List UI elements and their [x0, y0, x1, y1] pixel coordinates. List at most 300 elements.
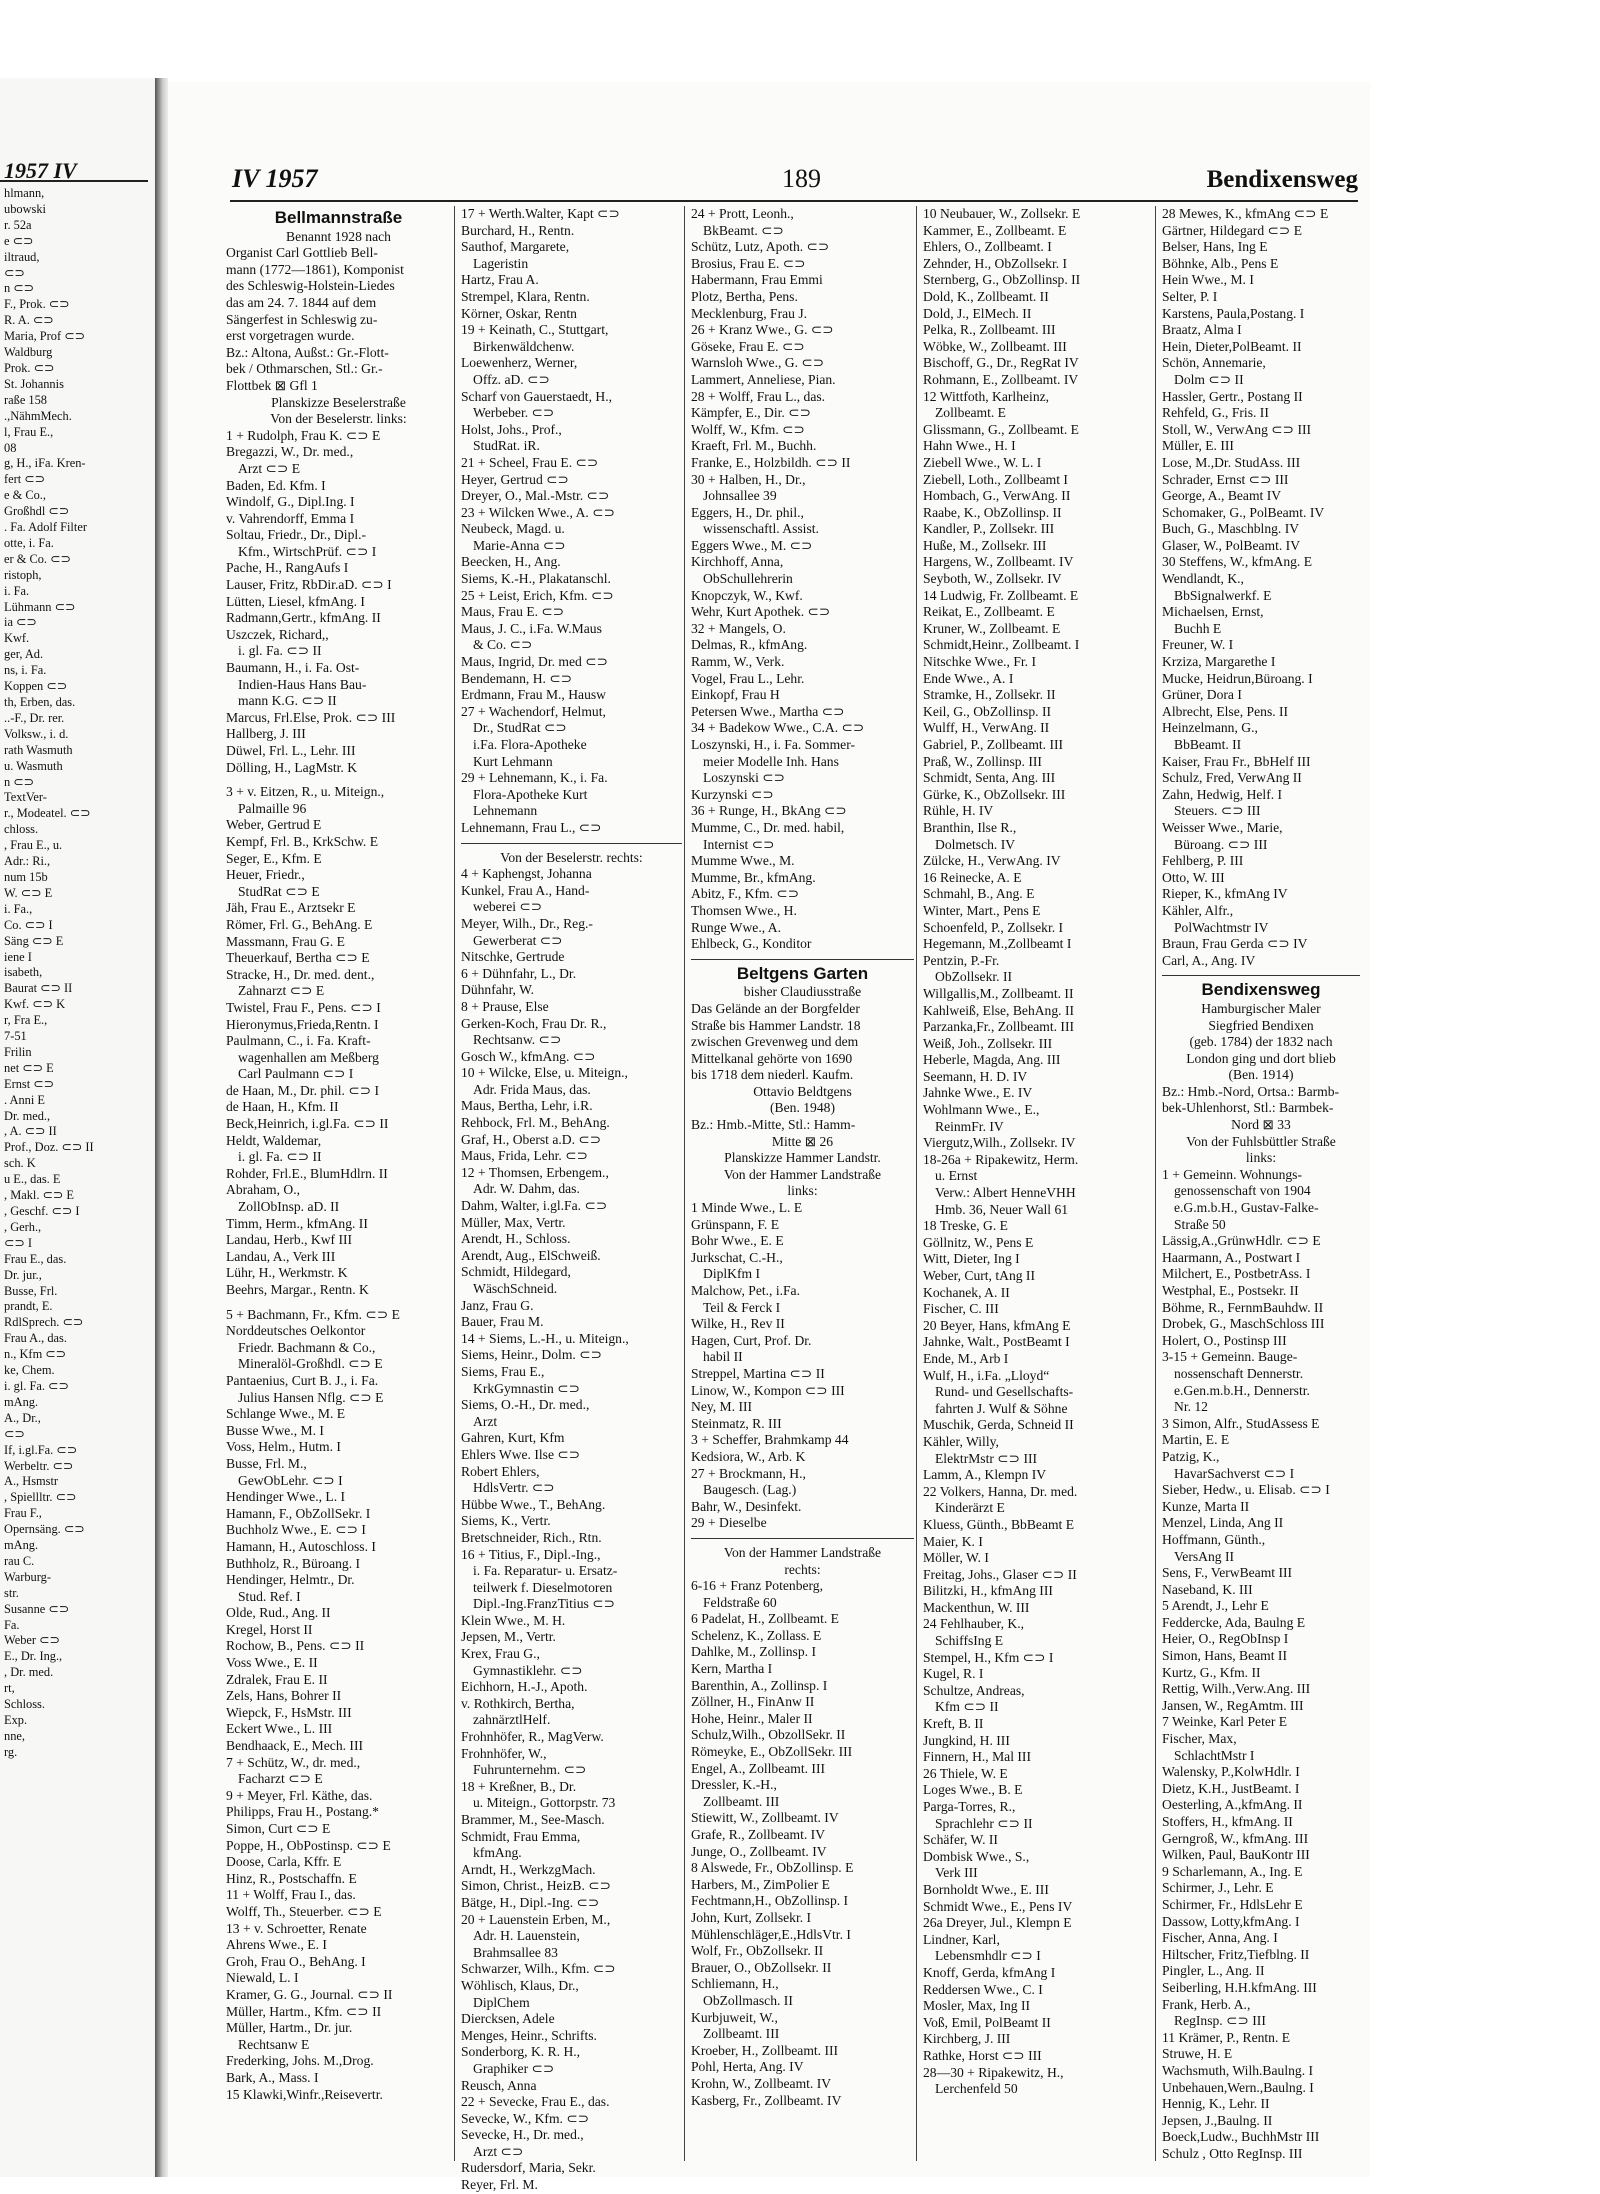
directory-entry: Schulz, Fred, VerwAng II	[1162, 770, 1302, 786]
directory-entry: Büroang. ⊂⊃ III	[1174, 836, 1268, 852]
directory-entry: Maus, J. C., i.Fa. W.Maus	[461, 620, 602, 636]
directory-entry: VersAng II	[1174, 1548, 1235, 1564]
previous-page-line: Volksw., i. d.	[4, 726, 69, 741]
directory-entry: Parzanka,Fr., Zollbeamt. III	[923, 1019, 1074, 1035]
previous-page-line: ns, i. Fa.	[4, 663, 47, 678]
directory-entry: 26a Dreyer, Jul., Klempn E	[923, 1915, 1072, 1931]
directory-entry: Bark, A., Mass. I	[226, 2069, 319, 2085]
previous-page-line: Frau A., das.	[4, 1331, 67, 1346]
directory-entry: Zehnder, H., ObZollsekr. I	[923, 255, 1068, 271]
directory-entry: DiplKfm I	[703, 1266, 761, 1282]
directory-entry: Siems, K.-H., Plakatanschl.	[461, 571, 611, 587]
directory-entry: Schlange Wwe., M. E	[226, 1406, 346, 1422]
directory-entry: Voss Wwe., E. II	[226, 1655, 318, 1671]
previous-page-line: ⊂⊃ I	[4, 1235, 32, 1250]
street-heading: Bellmannstraße	[274, 208, 403, 227]
directory-entry: Böhnke, Alb., Pens E	[1162, 255, 1279, 271]
directory-entry: Junge, O., Zollbeamt. IV	[691, 1843, 827, 1859]
directory-entry: Wehr, Kurt Apothek. ⊂⊃	[691, 604, 831, 620]
directory-entry: Heyer, Gertrud ⊂⊃	[461, 471, 569, 487]
previous-page-line: Frilin	[4, 1044, 32, 1059]
directory-entry: 8 + Prause, Else	[461, 998, 549, 1014]
directory-entry: Frohnhöfer, R., MagVerw.	[461, 1729, 604, 1745]
directory-entry: Eggers, H., Dr. phil.,	[691, 504, 804, 520]
directory-entry: Gewerberat ⊂⊃	[473, 932, 563, 948]
previous-page-line: Susanne ⊂⊃	[4, 1601, 70, 1616]
directory-entry: Organist Carl Gottlieb Bell-	[226, 245, 378, 261]
directory-entry: Bendhaack, E., Mech. III	[226, 1738, 364, 1754]
directory-entry: Beecken, H., Ang.	[461, 554, 561, 570]
directory-entry: Graphiker ⊂⊃	[473, 2060, 555, 2076]
directory-entry: Mumme, C., Dr. med. habil,	[691, 819, 845, 835]
directory-entry: Pache, H., RangAufs I	[226, 560, 349, 576]
directory-entry: Haarmann, A., Postwart I	[1162, 1249, 1301, 1265]
directory-entry: Paulmann, C., i. Fa. Kraft-	[226, 1033, 371, 1049]
directory-entry: Burchard, H., Rentn.	[461, 222, 575, 238]
directory-entry: Adr. H. Lauenstein,	[473, 1928, 580, 1944]
directory-entry: Schirmer, J., Lehr. E	[1162, 1880, 1274, 1896]
previous-page-line: isabeth,	[4, 965, 43, 980]
directory-entry: Wohlmann Wwe., E.,	[923, 1102, 1040, 1118]
directory-entry: KrkGymnastin ⊂⊃	[473, 1380, 580, 1396]
previous-page-line: , Frau E., u.	[4, 838, 63, 853]
directory-entry: Kruner, W., Zollbeamt. E	[923, 620, 1061, 636]
directory-entry: Boeck,Ludw., BuchhMstr III	[1162, 2129, 1320, 2145]
directory-entry: Busse Wwe., M. I	[226, 1422, 324, 1438]
previous-page-line: e & Co.,	[4, 488, 46, 503]
previous-page-line: ke, Chem.	[4, 1363, 55, 1378]
directory-entry: Runge Wwe., A.	[691, 919, 781, 935]
directory-entry: 13 + v. Schroetter, Renate	[226, 1920, 367, 1936]
directory-entry: Müller, Max, Vertr.	[461, 1214, 566, 1230]
section-note: (Ben. 1948)	[770, 1100, 835, 1116]
directory-entry: Rathke, Horst ⊂⊃ III	[923, 2047, 1042, 2063]
directory-entry: Mittelkanal gehörte von 1690	[691, 1050, 853, 1066]
directory-entry: Seyboth, W., Zollsekr. IV	[923, 571, 1062, 587]
directory-entry: Karstens, Paula,Postang. I	[1162, 305, 1305, 321]
directory-entry: Wulf, H., i.Fa. „Lloyd“	[923, 1367, 1050, 1383]
directory-entry: Flottbek ⊠ Gfl 1	[226, 377, 318, 393]
directory-entry: Johnsallee 39	[703, 488, 777, 504]
directory-entry: Dietz, K.H., JustBeamt. I	[1162, 1780, 1300, 1796]
directory-entry: Glaser, W., PolBeamt. IV	[1162, 537, 1301, 553]
directory-entry: Kahlweiß, Else, BehAng. II	[923, 1002, 1075, 1018]
previous-page-line: mAng.	[4, 1394, 39, 1409]
directory-entry: Sternberg, G., ObZollinsp. II	[923, 272, 1081, 288]
directory-entry: 28 + Wolff, Frau L., das.	[691, 388, 826, 404]
directory-entry: Wöbke, W., Zollbeamt. III	[923, 338, 1067, 354]
directory-entry: Internist ⊂⊃	[703, 836, 775, 852]
directory-entry: Rechtsanw E	[238, 2036, 310, 2052]
directory-entry: ZollObInsp. aD. II	[238, 1199, 340, 1215]
directory-entry: 12 Wittfoth, Karlheinz,	[923, 388, 1050, 404]
directory-entry: Wachsmuth, Wilh.Baulng. I	[1162, 2062, 1314, 2078]
directory-entry: Krziza, Margarethe I	[1162, 654, 1276, 670]
previous-page-line: n ⊂⊃	[4, 774, 35, 789]
directory-entry: Frederking, Johs. M.,Drog.	[226, 2053, 374, 2069]
directory-entry: Weisser Wwe., Marie,	[1162, 819, 1283, 835]
directory-entry: Kaiser, Frau Fr., BbHelf III	[1162, 753, 1311, 769]
section-note: (geb. 1784) der 1832 nach	[1189, 1034, 1333, 1050]
directory-entry: genossenschaft von 1904	[1174, 1183, 1311, 1199]
previous-page-line: Fa.	[4, 1617, 20, 1632]
directory-entry: Bretschneider, Rich., Rtn.	[461, 1529, 602, 1545]
directory-entry: Schirmer, Fr., HdlsLehr E	[1162, 1896, 1303, 1912]
directory-entry: Bauer, Frau M.	[461, 1314, 544, 1330]
directory-entry: Simon, Christ., HeizB. ⊂⊃	[461, 1878, 612, 1894]
directory-entry: Bz.: Altona, Außst.: Gr.-Flott-	[226, 344, 389, 360]
directory-entry: Römeyke, E., ObZollSekr. III	[691, 1744, 853, 1760]
previous-page-header: 1957 IV	[0, 78, 148, 182]
directory-entry: Arzt	[473, 1413, 498, 1429]
directory-entry: Schulz , Otto RegInsp. III	[1162, 2145, 1303, 2161]
directory-entry: Baden, Ed. Kfm. I	[226, 477, 326, 493]
directory-entry: Harbers, M., ZimPolier E	[691, 1876, 830, 1892]
directory-entry: Freuner, W. I	[1162, 637, 1234, 653]
section-note: (Ben. 1914)	[1228, 1067, 1294, 1083]
previous-page-line: n., Kfm ⊂⊃	[4, 1347, 67, 1362]
previous-page-line: W. ⊂⊃ E	[4, 885, 53, 900]
previous-page-line: ..-F., Dr. rer.	[4, 710, 65, 725]
directory-entry: Braun, Frau Gerda ⊂⊃ IV	[1162, 936, 1308, 952]
directory-entry: Wendlandt, K.,	[1162, 571, 1244, 587]
previous-page-line: ubowski	[4, 201, 46, 216]
directory-entry: Jungkind, H. III	[923, 1732, 1010, 1748]
directory-entry: Niewald, L. I	[226, 1970, 299, 1986]
directory-entry: Hiltscher, Fritz,Tiefblng. II	[1162, 1946, 1310, 1962]
directory-entry: Michaelsen, Ernst,	[1162, 604, 1264, 620]
directory-entry: 1 + Gemeinn. Wohnungs-	[1162, 1166, 1302, 1182]
directory-entry: Groh, Frau O., BehAng. I	[226, 1953, 366, 1969]
directory-entry: Heinzelmann, G.,	[1162, 720, 1258, 736]
directory-entry: Krohn, W., Zollbeamt. IV	[691, 2075, 832, 2091]
directory-entry: v. Rothkirch, Bertha,	[461, 1695, 575, 1711]
directory-entry: Dold, K., Zollbeamt. II	[923, 288, 1049, 304]
directory-entry: e.Gen.m.b.H., Dennerstr.	[1174, 1382, 1310, 1398]
directory-entry: Voß, Emil, PolBeamt II	[923, 2014, 1051, 2030]
directory-entry: Kunze, Marta II	[1162, 1498, 1250, 1514]
directory-entry: i. gl. Fa. ⊂⊃ II	[238, 643, 322, 659]
directory-entry: Mineralöl-Großhdl. ⊂⊃ E	[238, 1356, 383, 1372]
directory-entry: Maus, Frau E. ⊂⊃	[461, 604, 565, 620]
directory-entry: SchiffsIng E	[935, 1633, 1004, 1649]
directory-entry: Warnsloh Wwe., G. ⊂⊃	[691, 355, 825, 371]
directory-entry: Jurkschat, C.-H.,	[691, 1249, 783, 1265]
page-header	[230, 160, 1358, 202]
previous-page-line: iene I	[4, 949, 32, 964]
directory-entry: Zülcke, H., VerwAng. IV	[923, 853, 1061, 869]
directory-entry: Ende, M., Arb I	[923, 1350, 1009, 1366]
directory-entry: Adr. Frida Maus, das.	[473, 1081, 591, 1097]
directory-entry: Brosius, Frau E. ⊂⊃	[691, 255, 806, 271]
directory-entry: Plotz, Bertha, Pens.	[691, 288, 798, 304]
previous-page-line: , Geschf. ⊂⊃ I	[4, 1204, 80, 1218]
directory-entry: Römer, Frl. G., BehAng. E	[226, 916, 373, 932]
directory-entry: Kammer, E., Zollbeamt. E	[923, 222, 1067, 238]
directory-entry: Seiberling, H.H.kfmAng. III	[1162, 1979, 1317, 1995]
directory-entry: das am 24. 7. 1844 auf dem	[226, 294, 377, 310]
section-note: Nord ⊠ 33	[1231, 1117, 1291, 1133]
directory-entry: Schoenfeld, P., Zollsekr. I	[923, 919, 1064, 935]
directory-entry: Heuer, Friedr.,	[226, 867, 305, 883]
directory-entry: Struwe, H. E	[1162, 2046, 1233, 2062]
previous-page-line: Lühmann ⊂⊃	[4, 599, 76, 614]
previous-page-line: R. A. ⊂⊃	[4, 313, 54, 328]
directory-entry: Kinderärzt E	[935, 1500, 1005, 1516]
directory-entry: Marcus, Frl.Else, Prok. ⊂⊃ III	[226, 709, 396, 725]
directory-entry: Lose, M.,Dr. StudAss. III	[1162, 454, 1301, 470]
directory-entry: StudRat ⊂⊃ E	[238, 883, 320, 899]
directory-entry: & Co. ⊂⊃	[473, 637, 533, 653]
directory-entry: ObSchullehrerin	[703, 571, 793, 587]
directory-entry: Wulff, H., VerwAng. II	[923, 720, 1050, 736]
directory-entry: Theuerkauf, Bertha ⊂⊃ E	[226, 950, 370, 966]
directory-entry: Weber, Gertrud E	[226, 817, 322, 833]
directory-entry: Hamann, F., ObZollSekr. I	[226, 1505, 371, 1521]
previous-page-line: Weber ⊂⊃	[4, 1633, 60, 1648]
directory-entry: Dölling, H., LagMstr. K	[226, 759, 358, 775]
directory-entry: Doose, Carla, Kffr. E	[226, 1854, 342, 1870]
directory-entry: Brammer, M., See-Masch.	[461, 1812, 605, 1827]
directory-entry: Grafe, R., Zollbeamt. IV	[691, 1827, 826, 1842]
directory-entry: Steinmatz, R. III	[691, 1415, 782, 1431]
previous-page-line: , Dr. med.	[4, 1665, 54, 1680]
previous-page-line: g, H., iFa. Kren-	[4, 456, 86, 471]
directory-entry: Müller, E. III	[1162, 438, 1234, 454]
directory-entry: Kirchberg, J. III	[923, 2031, 1011, 2047]
previous-page-line: r, Fra E.,	[4, 1013, 48, 1028]
previous-page-line: Frau E., das.	[4, 1251, 67, 1266]
directory-entry: DiplChem	[473, 1994, 530, 2010]
directory-entry: Maus, Bertha, Lehr, i.R.	[461, 1098, 593, 1114]
directory-entry: Kroeber, H., Zollbeamt. III	[691, 2042, 839, 2058]
directory-entry: Kämpfer, E., Dir. ⊂⊃	[691, 405, 812, 421]
directory-entry: Parga-Torres, R.,	[923, 1799, 1016, 1814]
directory-entry: Zollbeamt. III	[703, 2026, 780, 2042]
directory-entry: Meyer, Wilh., Dr., Reg.-	[461, 915, 593, 931]
directory-entry: Kramer, G. G., Journal. ⊂⊃ II	[226, 1986, 393, 2002]
directory-entry: Werbeber. ⊂⊃	[473, 405, 555, 421]
directory-entry: Erdmann, Frau M., Hausw	[461, 687, 606, 703]
directory-entry: Stramke, H., Zollsekr. II	[923, 687, 1056, 703]
directory-entry: Gerken-Koch, Frau Dr. R.,	[461, 1015, 607, 1031]
section-note: Planskizze Hammer Landstr.	[724, 1150, 881, 1166]
directory-entry: bek / Othmarschen, Stl.: Gr.-	[226, 361, 383, 377]
previous-page-line: net ⊂⊃ E	[4, 1060, 54, 1075]
scan-margin	[1370, 82, 1600, 2177]
directory-entry: Hein, Dieter,PolBeamt. II	[1162, 338, 1302, 354]
directory-entry: Holert, O., Postinsp III	[1162, 1332, 1287, 1348]
section-note: Mitte ⊠ 26	[771, 1133, 834, 1149]
directory-entry: Branthin, Ilse R.,	[923, 819, 1017, 835]
directory-entry: PolWachtmstr IV	[1174, 919, 1269, 935]
directory-entry: Lindner, Karl,	[923, 1931, 1000, 1947]
directory-entry: Pelka, R., Zollbeamt. III	[923, 322, 1056, 338]
directory-entry: Birkenwäldchenw.	[473, 338, 575, 354]
directory-entry: Kern, Martha I	[691, 1661, 773, 1677]
directory-entry: John, Kurt, Zollsekr. I	[691, 1909, 812, 1925]
directory-entry: Gabriel, P., Zollbeamt. III	[923, 737, 1064, 752]
previous-page-line: l, Frau E.,	[4, 424, 54, 439]
directory-entry: Engel, A., Zollbeamt. III	[691, 1760, 826, 1776]
directory-entry: Weiß, Joh., Zollsekr. III	[923, 1035, 1053, 1051]
directory-entry: Kugel, R. I	[923, 1666, 984, 1682]
directory-entry: Hein Wwe., M. I	[1162, 272, 1254, 288]
directory-entry: Hassler, Gertr., Postang II	[1162, 388, 1303, 404]
previous-page-line: Schloss.	[4, 1697, 45, 1712]
directory-entry: meier Modelle Inh. Hans	[703, 753, 839, 769]
directory-entry: Stoll, W., VerwAng ⊂⊃ III	[1162, 421, 1312, 437]
directory-entry: Beehrs, Margar., Rentn. K	[226, 1282, 369, 1297]
directory-entry: Facharzt ⊂⊃ E	[238, 1771, 323, 1787]
directory-entry: 7 + Schütz, W., dr. med.,	[226, 1754, 361, 1770]
directory-entry: Hohe, Heinr., Maler II	[691, 1710, 813, 1726]
previous-page-line: rau C.	[4, 1553, 35, 1568]
directory-entry: Grüner, Dora I	[1162, 687, 1242, 703]
previous-page-line: Baurat ⊂⊃ II	[4, 981, 73, 996]
directory-entry: 3 + Scheffer, Brahmkamp 44	[691, 1432, 849, 1448]
directory-entry: Twistel, Frau F., Pens. ⊂⊃ I	[226, 999, 381, 1015]
previous-page-line: nne,	[4, 1728, 25, 1743]
directory-entry: Wolff, W., Kfm. ⊂⊃	[691, 421, 805, 437]
directory-entry: Linow, W., Kompon ⊂⊃ III	[691, 1382, 845, 1398]
directory-entry: Westphal, E., Postsekr. II	[1162, 1283, 1299, 1298]
directory-entry: Buthholz, R., Büroang. I	[226, 1555, 361, 1571]
directory-entry: Arndt, H., WerkzgMach.	[461, 1861, 596, 1877]
directory-entry: Kasberg, Fr., Zollbeamt. IV	[691, 2092, 842, 2108]
directory-entry: wissenschaftl. Assist.	[703, 521, 819, 537]
directory-entry: Bornholdt Wwe., E. III	[923, 1881, 1049, 1897]
directory-entry: HavarSachverst ⊂⊃ I	[1174, 1465, 1295, 1481]
directory-entry: Braatz, Alma I	[1162, 322, 1242, 338]
previous-page-line: Prok. ⊂⊃	[4, 360, 55, 375]
directory-entry: Friedr. Bachmann & Co.,	[238, 1339, 376, 1355]
directory-entry: 5 Arendt, J., Lehr E	[1162, 1598, 1269, 1614]
previous-page-line: i. Fa.	[4, 583, 30, 598]
previous-page-line: i. gl. Fa. ⊂⊃	[4, 1378, 69, 1393]
directory-entry: 3-15 + Gemeinn. Bauge-	[1162, 1349, 1298, 1365]
directory-entry: 18-26a + Ripakewitz, Herm.	[923, 1151, 1079, 1167]
directory-entry: Bahr, W., Desinfekt.	[691, 1498, 802, 1514]
directory-entry: Gosch W., kfmAng. ⊂⊃	[461, 1048, 596, 1064]
previous-page-line: , Spiellltr. ⊂⊃	[4, 1490, 77, 1505]
directory-entry: Verk III	[935, 1865, 978, 1881]
directory-entry: 6 Padelat, H., Zollbeamt. E	[691, 1611, 839, 1627]
directory-entry: Schultze, Andreas,	[923, 1682, 1025, 1698]
previous-page-line: ia ⊂⊃	[4, 615, 37, 630]
directory-entry: Hegemann, M.,Zollbeamt I	[923, 936, 1072, 952]
directory-entry: Vogel, Frau L., Lehr.	[691, 670, 805, 686]
previous-page-line: prandt, E.	[4, 1299, 53, 1314]
directory-entry: 14 Ludwig, Fr. Zollbeamt. E	[923, 587, 1079, 603]
directory-entry: Robert Ehlers,	[461, 1463, 540, 1479]
directory-entry: weberei ⊂⊃	[473, 899, 543, 915]
directory-entry: Müller, Hartm., Kfm. ⊂⊃ II	[226, 2003, 382, 2019]
previous-page-line: rath Wasmuth	[4, 742, 73, 757]
directory-entry: Dassow, Lotty,kfmAng. I	[1162, 1913, 1300, 1929]
directory-entry: Sprachlehr ⊂⊃ II	[935, 1815, 1033, 1831]
previous-page-fragment	[0, 78, 158, 2177]
directory-entry: Ahrens Wwe., E. I	[226, 1937, 327, 1953]
directory-entry: Zahn, Hedwig, Helf. I	[1162, 786, 1283, 802]
directory-entry: Hartz, Frau A.	[461, 272, 539, 288]
directory-entry: Muschik, Gerda, Schneid II	[923, 1417, 1074, 1433]
directory-entry: Bz.: Hmb.-Nord, Ortsa.: Barmb-	[1162, 1083, 1340, 1099]
directory-entry: des Schleswig-Holstein-Liedes	[226, 278, 395, 294]
directory-entry: Schmidt,Heinr., Zollbeamt. I	[923, 637, 1080, 653]
directory-entry: bis 1718 dem niederl. Kaufm.	[691, 1067, 854, 1083]
previous-page-line: er & Co. ⊂⊃	[4, 551, 71, 566]
directory-entry: Rudersdorf, Maria, Sekr.	[461, 2160, 596, 2176]
directory-entry: Bz.: Hmb.-Mitte, Stl.: Hamm-	[691, 1117, 856, 1133]
previous-page-line: RdlSprech. ⊂⊃	[4, 1315, 84, 1330]
directory-entry: Rehfeld, G., Fris. II	[1162, 405, 1269, 421]
previous-page-line: fert ⊂⊃	[4, 472, 46, 487]
directory-entry: Witt, Dieter, Ing I	[923, 1251, 1020, 1267]
previous-page-line: . Fa. Adolf Filter	[4, 520, 87, 535]
directory-entry: Reyer, Frl. M.	[461, 2177, 538, 2193]
directory-entry: Raabe, K., ObZollinsp. II	[923, 504, 1062, 520]
directory-entry: Ney, M. III	[691, 1399, 753, 1415]
directory-entry: Baugesch. (Lag.)	[703, 1482, 797, 1498]
column-5	[1155, 206, 1360, 2161]
directory-entry: Mumme, Br., kfmAng.	[691, 869, 816, 885]
directory-entry: Maier, K. I	[923, 1533, 983, 1549]
previous-page-line: If, i.gl.Fa. ⊂⊃	[4, 1442, 78, 1457]
directory-entry: 9 Scharlemann, A., Ing. E	[1162, 1863, 1303, 1879]
directory-entry: Flora-Apotheke Kurt	[473, 786, 588, 802]
directory-entry: Dahlke, M., Zollinsp. I	[691, 1644, 816, 1660]
directory-entry: Voss, Helm., Hutm. I	[226, 1439, 341, 1455]
previous-page-line: num 15b	[4, 869, 48, 884]
directory-entry: Teil & Ferck I	[703, 1299, 781, 1315]
directory-entry: Kempf, Frl. B., KrkSchw. E	[226, 833, 379, 849]
directory-entry: Lerchenfeld 50	[935, 2081, 1018, 2097]
directory-entry: Buch, G., Maschblng. IV	[1162, 521, 1300, 537]
directory-entry: ReinmFr. IV	[935, 1118, 1004, 1134]
directory-entry: Milchert, E., PostbetrAss. I	[1162, 1266, 1311, 1282]
directory-entry: ObZollsekr. II	[935, 969, 1013, 985]
previous-page-line: Exp.	[4, 1713, 28, 1727]
directory-entry: 9 + Meyer, Frl. Käthe, das.	[226, 1787, 373, 1803]
directory-entry: 18 + Kreßner, B., Dr.	[461, 1778, 577, 1794]
directory-entry: Wilken, Paul, BauKontr III	[1162, 1847, 1310, 1863]
directory-entry: Indien-Haus Hans Bau-	[238, 676, 367, 692]
directory-entry: Otto, W. III	[1162, 869, 1225, 885]
directory-entry: Hahn Wwe., H. I	[923, 438, 1016, 454]
directory-entry: ElektrMstr ⊂⊃ III	[935, 1450, 1038, 1466]
directory-entry: fahrten J. Wulf & Söhne	[935, 1400, 1068, 1416]
directory-entry: Zollbeamt. III	[703, 1793, 780, 1809]
directory-entry: Gärtner, Hildegard ⊂⊃ E	[1162, 222, 1302, 238]
directory-entry: Reusch, Anna	[461, 2077, 537, 2093]
directory-entry: Ramm, W., Verk.	[691, 654, 785, 670]
directory-entry: Belser, Hans, Ing E	[1162, 239, 1268, 255]
directory-entry: Gymnastiklehr. ⊂⊃	[473, 1662, 583, 1678]
directory-entry: Heldt, Waldemar,	[226, 1132, 322, 1148]
previous-page-line: Co. ⊂⊃ I	[4, 917, 53, 932]
directory-entry: Schrader, Ernst ⊂⊃ III	[1162, 471, 1289, 487]
directory-entry: Simon, Curt ⊂⊃ E	[226, 1821, 331, 1836]
directory-entry: Pantaenius, Curt B. J., i. Fa.	[226, 1372, 379, 1388]
directory-entry: StudRat. iR.	[473, 438, 540, 454]
section-note: bisher Claudiusstraße	[743, 984, 862, 1000]
directory-entry: 32 + Mangels, O.	[691, 620, 786, 636]
column-3	[684, 206, 914, 2161]
directory-entry: Rund- und Gesellschafts-	[935, 1384, 1074, 1400]
directory-entry: Bendemann, H. ⊂⊃	[461, 670, 573, 686]
previous-page-line: ⊂⊃	[4, 1426, 25, 1441]
